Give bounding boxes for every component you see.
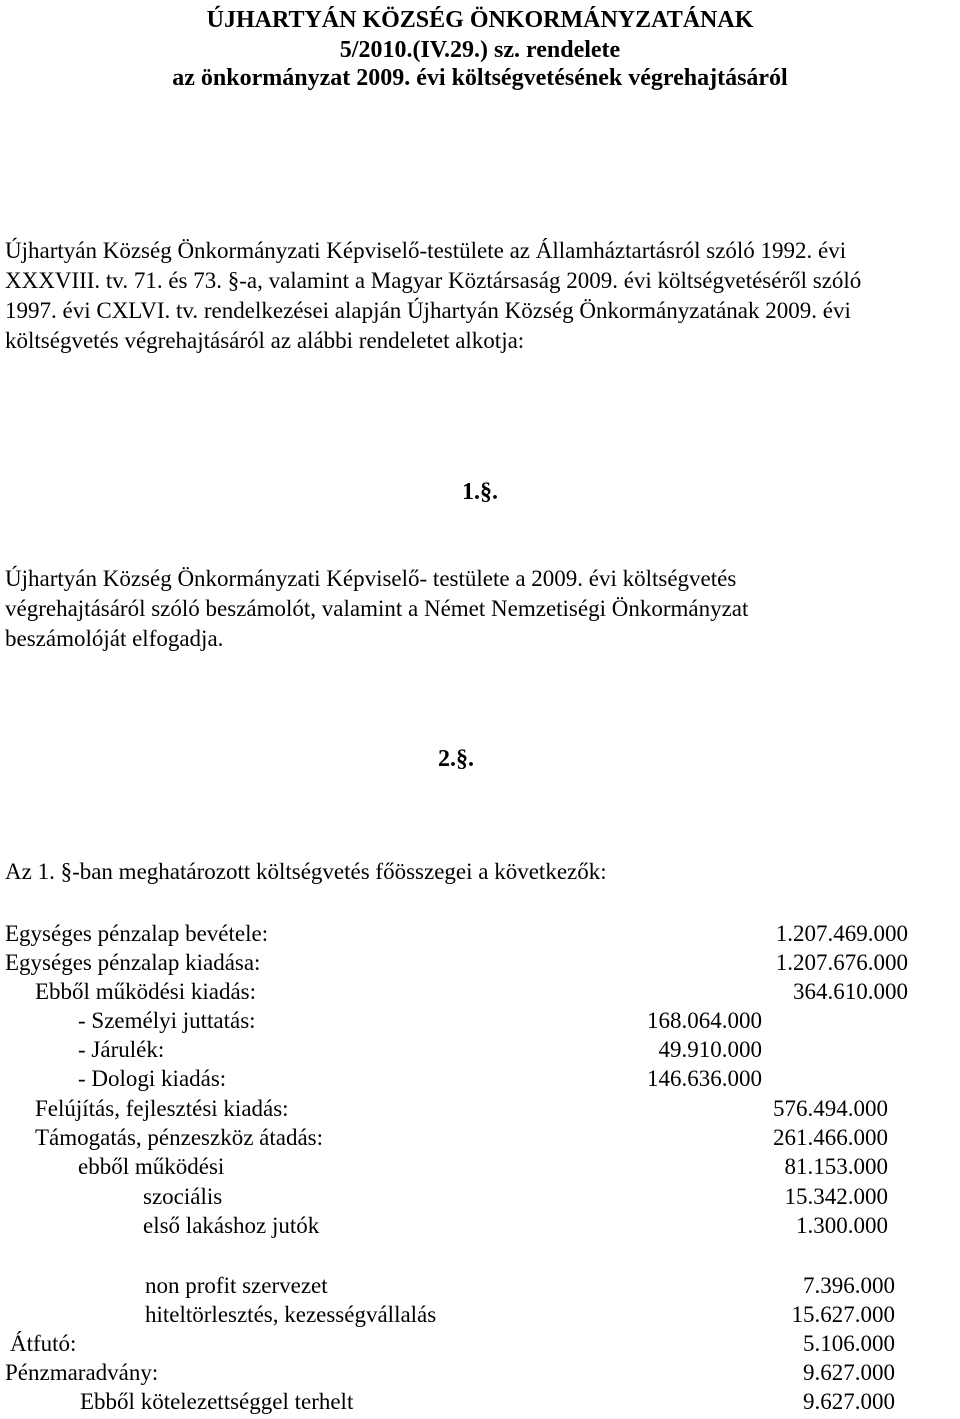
budget-row-value: 15.627.000 xyxy=(791,1302,895,1327)
budget-row-value: 1.300.000 xyxy=(796,1213,888,1238)
budget-row-value: 576.494.000 xyxy=(773,1096,888,1121)
document-title: ÚJHARTYÁN KÖZSÉG ÖNKORMÁNYZATÁNAK xyxy=(206,7,754,33)
budget-row xyxy=(0,948,960,978)
budget-row-value: 9.627.000 xyxy=(803,1360,895,1385)
section-2-intro: Az 1. §-ban meghatározott költségvetés főösszegei a következők: xyxy=(5,859,607,884)
budget-row-label: Felújítás, fejlesztési kiadás: xyxy=(35,1096,289,1121)
budget-row-value: 146.636.000 xyxy=(647,1066,762,1091)
budget-row-label: szociális xyxy=(143,1184,223,1209)
budget-row xyxy=(0,1211,960,1241)
budget-row-value: 364.610.000 xyxy=(793,979,908,1004)
budget-row-label: Egységes pénzalap bevétele: xyxy=(5,921,269,946)
budget-row-value: 81.153.000 xyxy=(784,1154,888,1179)
budget-row xyxy=(0,1358,960,1388)
section-1-text-line: végrehajtásáról szóló beszámolót, valamint a Német Nemzetiségi Önkormányzat xyxy=(5,596,749,621)
budget-row-label: non profit szervezet xyxy=(145,1273,328,1298)
budget-row xyxy=(0,1006,960,1036)
budget-row-label: Ebből kötelezettséggel terhelt xyxy=(80,1389,354,1414)
preamble-line: 1997. évi CXLVI. tv. rendelkezései alapján Újhartyán Község Önkormányzatának 2009. évi xyxy=(5,298,851,323)
budget-row-label: Pénzmaradvány: xyxy=(5,1360,159,1385)
budget-row xyxy=(0,1123,960,1153)
budget-row xyxy=(0,1387,960,1417)
budget-row xyxy=(0,1064,960,1094)
budget-row xyxy=(0,1094,960,1124)
decree-subject: az önkormányzat 2009. évi költségvetésének végrehajtásáról xyxy=(172,65,788,91)
decree-number: 5/2010.(IV.29.) sz. rendelete xyxy=(339,37,621,63)
budget-row-value: 1.207.469.000 xyxy=(775,921,908,946)
section-2-number: 2.§. xyxy=(438,746,474,772)
budget-row-value: 5.106.000 xyxy=(803,1331,895,1356)
budget-row-label: - Dologi kiadás: xyxy=(78,1066,227,1091)
budget-row xyxy=(0,1182,960,1212)
budget-row-value: 1.207.676.000 xyxy=(775,950,908,975)
budget-row xyxy=(0,1035,960,1065)
budget-row-value: 261.466.000 xyxy=(773,1125,888,1150)
budget-row-label: Átfutó: xyxy=(10,1331,77,1356)
budget-row-value: 49.910.000 xyxy=(658,1037,762,1062)
budget-row-label: Támogatás, pénzeszköz átadás: xyxy=(35,1125,324,1150)
preamble-line: XXXVIII. tv. 71. és 73. §-a, valamint a Magyar Köztársaság 2009. évi költségvetéséről szóló xyxy=(5,268,862,293)
budget-row-label: első lakáshoz jutók xyxy=(143,1213,320,1238)
budget-row xyxy=(0,1300,960,1330)
budget-row-label: ebből működési xyxy=(78,1154,225,1179)
budget-row xyxy=(0,1329,960,1359)
budget-row xyxy=(0,1271,960,1301)
budget-row-value: 7.396.000 xyxy=(803,1273,895,1298)
budget-row-label: - Személyi juttatás: xyxy=(78,1008,256,1033)
budget-row xyxy=(0,977,960,1007)
budget-row-value: 168.064.000 xyxy=(647,1008,762,1033)
budget-row xyxy=(0,1152,960,1182)
budget-row-value: 9.627.000 xyxy=(803,1389,895,1414)
budget-row-label: hiteltörlesztés, kezességvállalás xyxy=(145,1302,437,1327)
section-1-text-line: Újhartyán Község Önkormányzati Képviselő- testülete a 2009. évi költségvetés xyxy=(5,566,737,591)
budget-row-value: 15.342.000 xyxy=(784,1184,888,1209)
section-1-number: 1.§. xyxy=(462,479,498,505)
section-1-text-line: beszámolóját elfogadja. xyxy=(5,626,224,651)
budget-row xyxy=(0,919,960,949)
budget-row-label: - Járulék: xyxy=(78,1037,165,1062)
budget-row-label: Ebből működési kiadás: xyxy=(35,979,257,1004)
preamble-line: költségvetés végrehajtásáról az alábbi rendeletet alkotja: xyxy=(5,328,525,353)
preamble-line: Újhartyán Község Önkormányzati Képviselő-testülete az Államháztartásról szóló 1992. évi xyxy=(5,238,847,263)
budget-row-label: Egységes pénzalap kiadása: xyxy=(5,950,261,975)
